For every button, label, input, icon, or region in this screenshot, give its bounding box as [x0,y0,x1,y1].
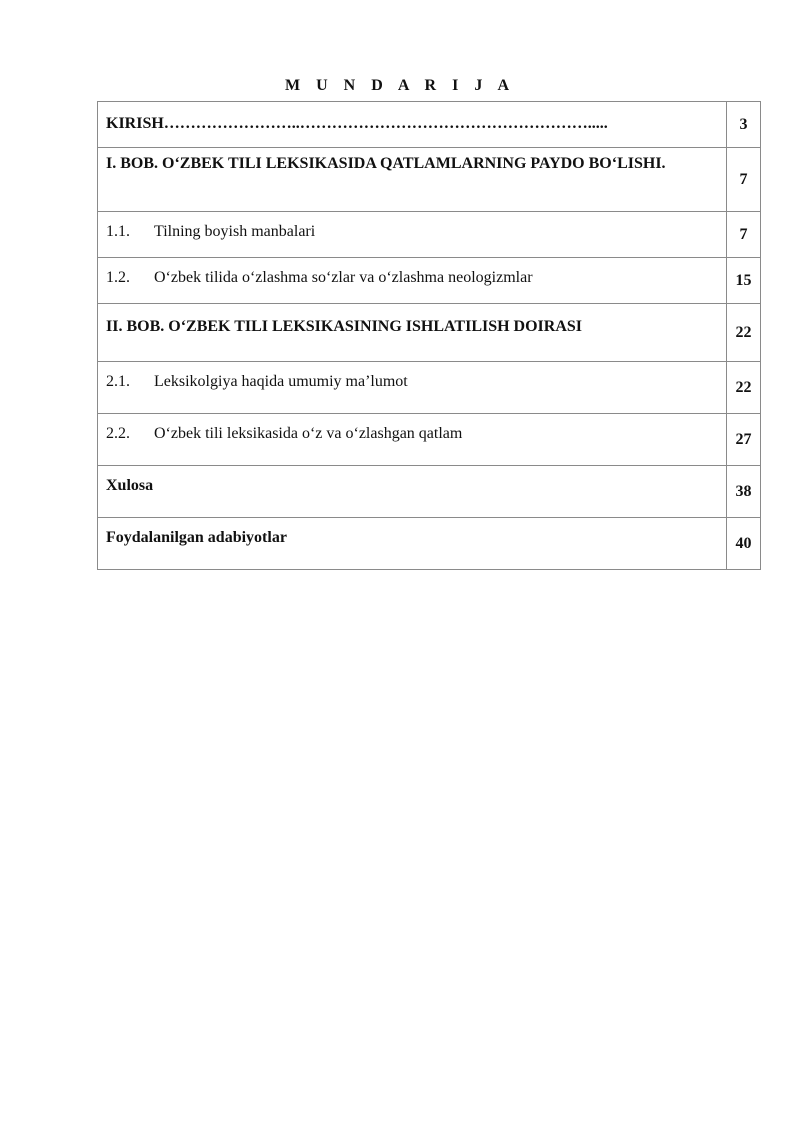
toc-page-number: 40 [727,518,761,570]
page-title: M U N D A R I J A [284,77,515,94]
toc-page-number: 7 [727,148,761,212]
toc-entry-label: O‘zbek tili leksikasida o‘z va o‘zlashgan qatlam [154,425,463,442]
toc-entry-label: II. BOB. O‘ZBEK TILI LEKSIKASINING ISHLATILISH DOIRASI [98,304,727,362]
toc-row-kirish [98,102,761,148]
toc-row-bibliography [98,518,761,570]
toc-page-number: 22 [727,362,761,414]
toc-entry-label: Xulosa [98,466,727,518]
toc-page-number: 3 [727,102,761,148]
toc-entry-label: Leksikolgiya haqida umumiy ma’lumot [154,373,408,390]
toc-row-1-2 [98,258,761,304]
toc-entry-number: 1.1. [106,223,130,240]
toc-entry-label: Foydalanilgan adabiyotlar [98,518,727,570]
table-of-contents [97,101,761,570]
toc-row-chapter-2 [98,304,761,362]
toc-row-2-2 [98,414,761,466]
toc-page-number: 22 [727,304,761,362]
toc-page-number: 38 [727,466,761,518]
toc-row-xulosa [98,466,761,518]
toc-page-number: 7 [727,212,761,258]
toc-row-2-1 [98,362,761,414]
toc-row-1-1 [98,212,761,258]
toc-entry-label: KIRISH……………………..………………………………………………..... [106,115,608,132]
toc-row-chapter-1 [98,148,761,212]
toc-entry-label: I. BOB. O‘ZBEK TILI LEKSIKASIDA QATLAMLARNING PAYDO BO‘LISHI. [98,148,727,212]
toc-page-number: 27 [727,414,761,466]
toc-entry-number: 1.2. [106,269,130,286]
toc-entry-label: Tilning boyish manbalari [154,223,316,240]
toc-page-number: 15 [727,258,761,304]
toc-entry-number: 2.1. [106,373,130,390]
toc-entry-label: O‘zbek tilida o‘zlashma so‘zlar va o‘zlashma neologizmlar [154,269,533,286]
toc-entry-number: 2.2. [106,425,130,442]
